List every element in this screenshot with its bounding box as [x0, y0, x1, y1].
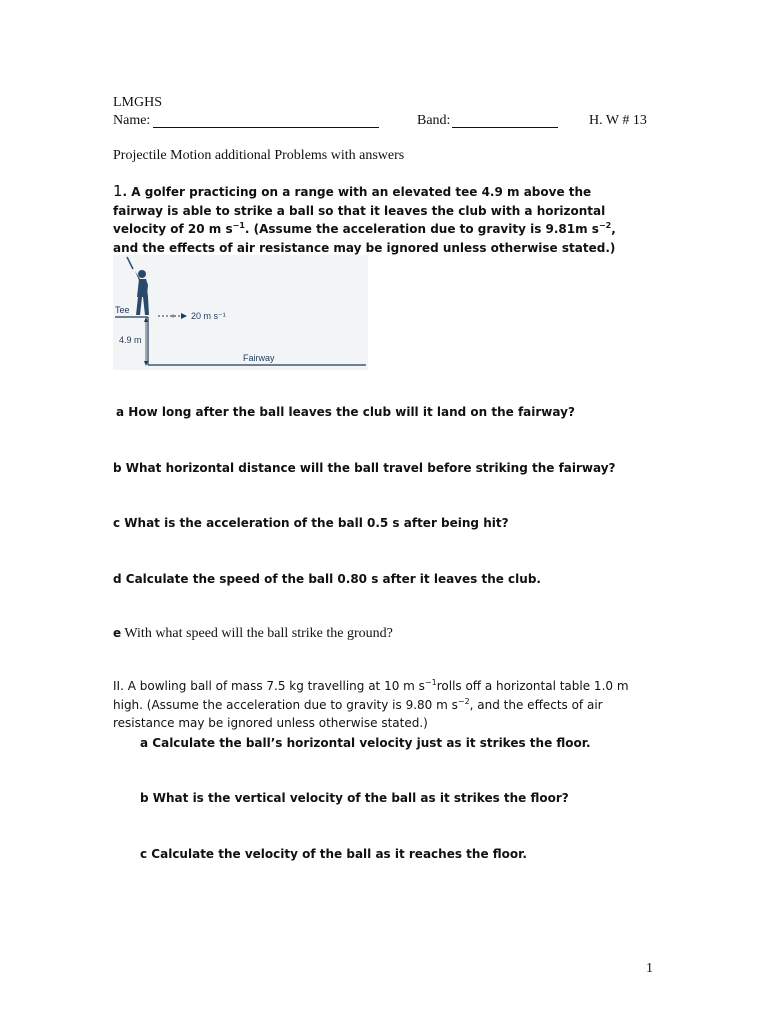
question-1c-text: What is the acceleration of the ball 0.5 s after being hit?	[120, 516, 509, 530]
golf-tee-figure	[113, 255, 368, 370]
problem-1-sup-b: −2	[598, 221, 612, 230]
school-name: LMGHS	[113, 95, 163, 110]
question-2b-text: What is the vertical velocity of the ball as it strikes the floor?	[148, 791, 569, 805]
question-1e-text: With what speed will the ball strike the ground?	[121, 626, 393, 641]
golf-diagram	[113, 255, 368, 370]
fairway-label: Fairway	[243, 353, 275, 363]
problem-2-text-c: , and the effects of air resistance may be ignored unless otherwise stated.)	[113, 697, 603, 730]
question-1d-letter: d	[113, 572, 122, 586]
question-2a-letter: a	[140, 736, 149, 750]
problem-2-sup-a: −1	[424, 678, 437, 687]
page-number: 1	[646, 961, 653, 976]
problem-2-statement	[113, 677, 643, 733]
problem-1-text-b: . (Assume the acceleration due to gravity is 9.81m s	[244, 222, 599, 236]
question-1c-letter: c	[113, 516, 121, 530]
homework-number: H. W # 13	[589, 113, 647, 128]
worksheet-subtitle: Projectile Motion additional Problems with answers	[113, 148, 405, 163]
question-1b-text: What horizontal distance will the ball travel before striking the fairway?	[121, 461, 616, 475]
velocity-label: 20 m s⁻¹	[191, 311, 226, 321]
problem-2-sup-b: −2	[457, 696, 470, 706]
header-fields-row	[113, 113, 653, 133]
name-field[interactable]	[153, 113, 379, 128]
question-2b	[140, 789, 569, 808]
figure-background	[113, 255, 368, 370]
question-1e	[113, 624, 393, 643]
question-2a	[140, 734, 591, 753]
question-2c-letter: c	[140, 847, 148, 861]
question-1b-letter: b	[113, 461, 122, 475]
height-label: 4.9 m	[119, 335, 142, 345]
problem-1-text-a: . A golfer practicing on a range with an elevated tee 4.9 m above the fairway is able to strike a ball so that it leaves the club with a horizontal velocity of 20 m s	[113, 185, 606, 236]
question-1c	[113, 514, 509, 533]
problem-1-sup-a: −1	[232, 221, 245, 230]
question-2b-letter: b	[140, 791, 149, 805]
problem-1-statement	[113, 182, 633, 257]
problem-1-text-c: , and the effects of air resistance may be ignored unless otherwise stated.)	[113, 222, 616, 255]
question-2c	[140, 845, 527, 864]
question-1d	[113, 570, 541, 589]
question-1a	[116, 403, 575, 422]
band-field[interactable]	[452, 113, 558, 128]
question-2a-text: Calculate the ball’s horizontal velocity just as it strikes the floor.	[148, 736, 591, 750]
name-label: Name:	[113, 113, 151, 128]
question-1e-letter: e	[113, 626, 122, 640]
problem-2-text-b: rolls off a horizontal table 1.0 m high. (Assume the acceleration due to gravity is 9.80 m s	[113, 679, 629, 712]
band-label: Band:	[417, 113, 451, 128]
question-2c-text: Calculate the velocity of the ball as it reaches the floor.	[147, 847, 527, 861]
question-1a-text: How long after the ball leaves the club will it land on the fairway?	[124, 405, 575, 419]
problem-2-text-a: II. A bowling ball of mass 7.5 kg travelling at 10 m s	[113, 679, 425, 693]
problem-1-number: 1	[113, 182, 123, 200]
question-1b	[113, 459, 616, 478]
tee-label: Tee	[115, 305, 130, 315]
question-1d-text: Calculate the speed of the ball 0.80 s after it leaves the club.	[121, 572, 541, 586]
question-1a-letter: a	[116, 405, 125, 419]
